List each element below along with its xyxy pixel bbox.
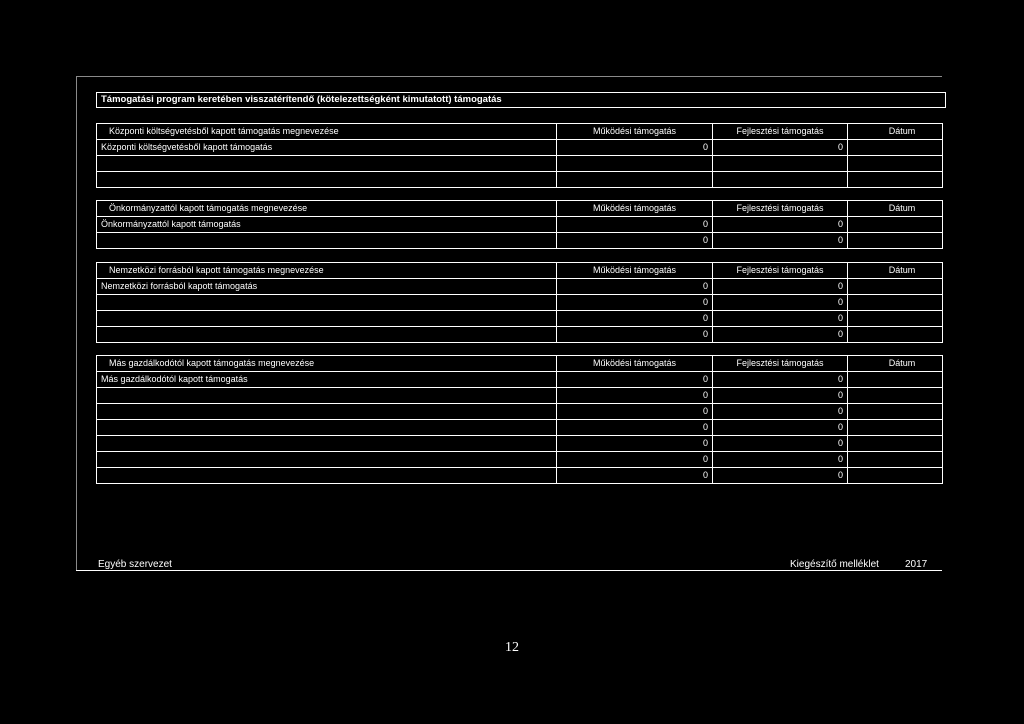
table-row <box>97 404 943 420</box>
cell-fejlesztesi: 0 <box>713 140 848 155</box>
cell-mukodesi <box>557 172 713 187</box>
column-header-fejlesztesi: Fejlesztési támogatás <box>713 201 848 216</box>
cell-mukodesi: 0 <box>557 140 713 155</box>
row-name-cell <box>97 233 557 248</box>
cell-datum <box>848 404 943 419</box>
column-header-mukodesi: Működési támogatás <box>557 356 713 371</box>
cell-fejlesztesi: 0 <box>713 295 848 310</box>
row-name-cell <box>97 295 557 310</box>
cell-fejlesztesi: 0 <box>713 327 848 342</box>
table-row <box>97 156 943 172</box>
column-header-mukodesi: Működési támogatás <box>557 124 713 139</box>
cell-datum <box>848 436 943 451</box>
table-row <box>97 295 943 311</box>
footer-appendix: Kiegészítő melléklet <box>790 559 879 570</box>
table-row <box>97 436 943 452</box>
cell-datum <box>848 468 943 483</box>
column-header-fejlesztesi: Fejlesztési támogatás <box>713 263 848 278</box>
cell-datum <box>848 233 943 248</box>
table-row <box>97 140 943 156</box>
cell-mukodesi: 0 <box>557 233 713 248</box>
section-table <box>96 355 943 484</box>
cell-mukodesi: 0 <box>557 468 713 483</box>
cell-datum <box>848 311 943 326</box>
cell-datum <box>848 140 943 155</box>
row-name-cell: Más gazdálkodótól kapott támogatás <box>97 372 557 387</box>
row-name-cell: Önkormányzattól kapott támogatás <box>97 217 557 232</box>
table-row <box>97 279 943 295</box>
table-row <box>97 452 943 468</box>
row-name-cell <box>97 311 557 326</box>
row-name-cell: Nemzetközi forrásból kapott támogatás <box>97 279 557 294</box>
section-header-row <box>97 201 943 217</box>
cell-fejlesztesi <box>713 156 848 171</box>
cell-fejlesztesi: 0 <box>713 436 848 451</box>
row-name-cell <box>97 404 557 419</box>
cell-mukodesi: 0 <box>557 452 713 467</box>
cell-datum <box>848 452 943 467</box>
document-title: Támogatási program keretében visszatérítendő (kötelezettségként kimutatott) támogatás <box>96 92 946 108</box>
cell-datum <box>848 295 943 310</box>
cell-mukodesi: 0 <box>557 420 713 435</box>
cell-fejlesztesi: 0 <box>713 468 848 483</box>
column-header-datum: Dátum <box>848 356 943 371</box>
frame-top-line <box>76 76 942 77</box>
cell-mukodesi: 0 <box>557 295 713 310</box>
column-header-datum: Dátum <box>848 263 943 278</box>
table-row <box>97 217 943 233</box>
section-header-row <box>97 263 943 279</box>
cell-mukodesi: 0 <box>557 327 713 342</box>
cell-fejlesztesi: 0 <box>713 452 848 467</box>
cell-fejlesztesi: 0 <box>713 404 848 419</box>
cell-fejlesztesi: 0 <box>713 233 848 248</box>
cell-datum <box>848 420 943 435</box>
page-number: 12 <box>505 640 519 655</box>
column-header-fejlesztesi: Fejlesztési támogatás <box>713 356 848 371</box>
section-table <box>96 123 943 188</box>
cell-mukodesi: 0 <box>557 372 713 387</box>
section-header-title: Önkormányzattól kapott támogatás megnevezése <box>97 201 557 216</box>
column-header-datum: Dátum <box>848 124 943 139</box>
cell-datum <box>848 327 943 342</box>
cell-fejlesztesi: 0 <box>713 217 848 232</box>
cell-datum <box>848 279 943 294</box>
column-header-mukodesi: Működési támogatás <box>557 201 713 216</box>
column-header-fejlesztesi: Fejlesztési támogatás <box>713 124 848 139</box>
cell-fejlesztesi: 0 <box>713 279 848 294</box>
table-row <box>97 388 943 404</box>
cell-fejlesztesi: 0 <box>713 311 848 326</box>
page-footer <box>96 559 942 570</box>
row-name-cell <box>97 388 557 403</box>
column-header-mukodesi: Működési támogatás <box>557 263 713 278</box>
section-header-title: Központi költségvetésből kapott támogatás megnevezése <box>97 124 557 139</box>
section-table <box>96 200 943 249</box>
cell-mukodesi: 0 <box>557 388 713 403</box>
cell-mukodesi: 0 <box>557 279 713 294</box>
frame-left-line <box>76 76 77 571</box>
row-name-cell <box>97 156 557 171</box>
cell-mukodesi: 0 <box>557 436 713 451</box>
footer-rule <box>76 570 942 571</box>
row-name-cell <box>97 436 557 451</box>
cell-datum <box>848 372 943 387</box>
table-row <box>97 420 943 436</box>
cell-datum <box>848 388 943 403</box>
cell-datum <box>848 156 943 171</box>
row-name-cell <box>97 420 557 435</box>
section-table <box>96 262 943 343</box>
row-name-cell <box>97 468 557 483</box>
row-name-cell <box>97 327 557 342</box>
cell-mukodesi <box>557 156 713 171</box>
cell-fejlesztesi: 0 <box>713 388 848 403</box>
cell-mukodesi: 0 <box>557 404 713 419</box>
section-header-row <box>97 356 943 372</box>
cell-datum <box>848 217 943 232</box>
section-header-row <box>97 124 943 140</box>
cell-fejlesztesi: 0 <box>713 372 848 387</box>
table-row <box>97 172 943 188</box>
cell-mukodesi: 0 <box>557 311 713 326</box>
column-header-datum: Dátum <box>848 201 943 216</box>
table-row <box>97 233 943 249</box>
row-name-cell <box>97 452 557 467</box>
section-header-title: Más gazdálkodótól kapott támogatás megnevezése <box>97 356 557 371</box>
footer-year: 2017 <box>905 559 928 570</box>
row-name-cell: Központi költségvetésből kapott támogatás <box>97 140 557 155</box>
section-header-title: Nemzetközi forrásból kapott támogatás megnevezése <box>97 263 557 278</box>
table-row <box>97 327 943 343</box>
row-name-cell <box>97 172 557 187</box>
cell-datum <box>848 172 943 187</box>
footer-organization: Egyéb szervezet <box>98 559 172 570</box>
cell-fejlesztesi <box>713 172 848 187</box>
table-row <box>97 311 943 327</box>
cell-mukodesi: 0 <box>557 217 713 232</box>
table-row <box>97 372 943 388</box>
table-row <box>97 468 943 484</box>
cell-fejlesztesi: 0 <box>713 420 848 435</box>
